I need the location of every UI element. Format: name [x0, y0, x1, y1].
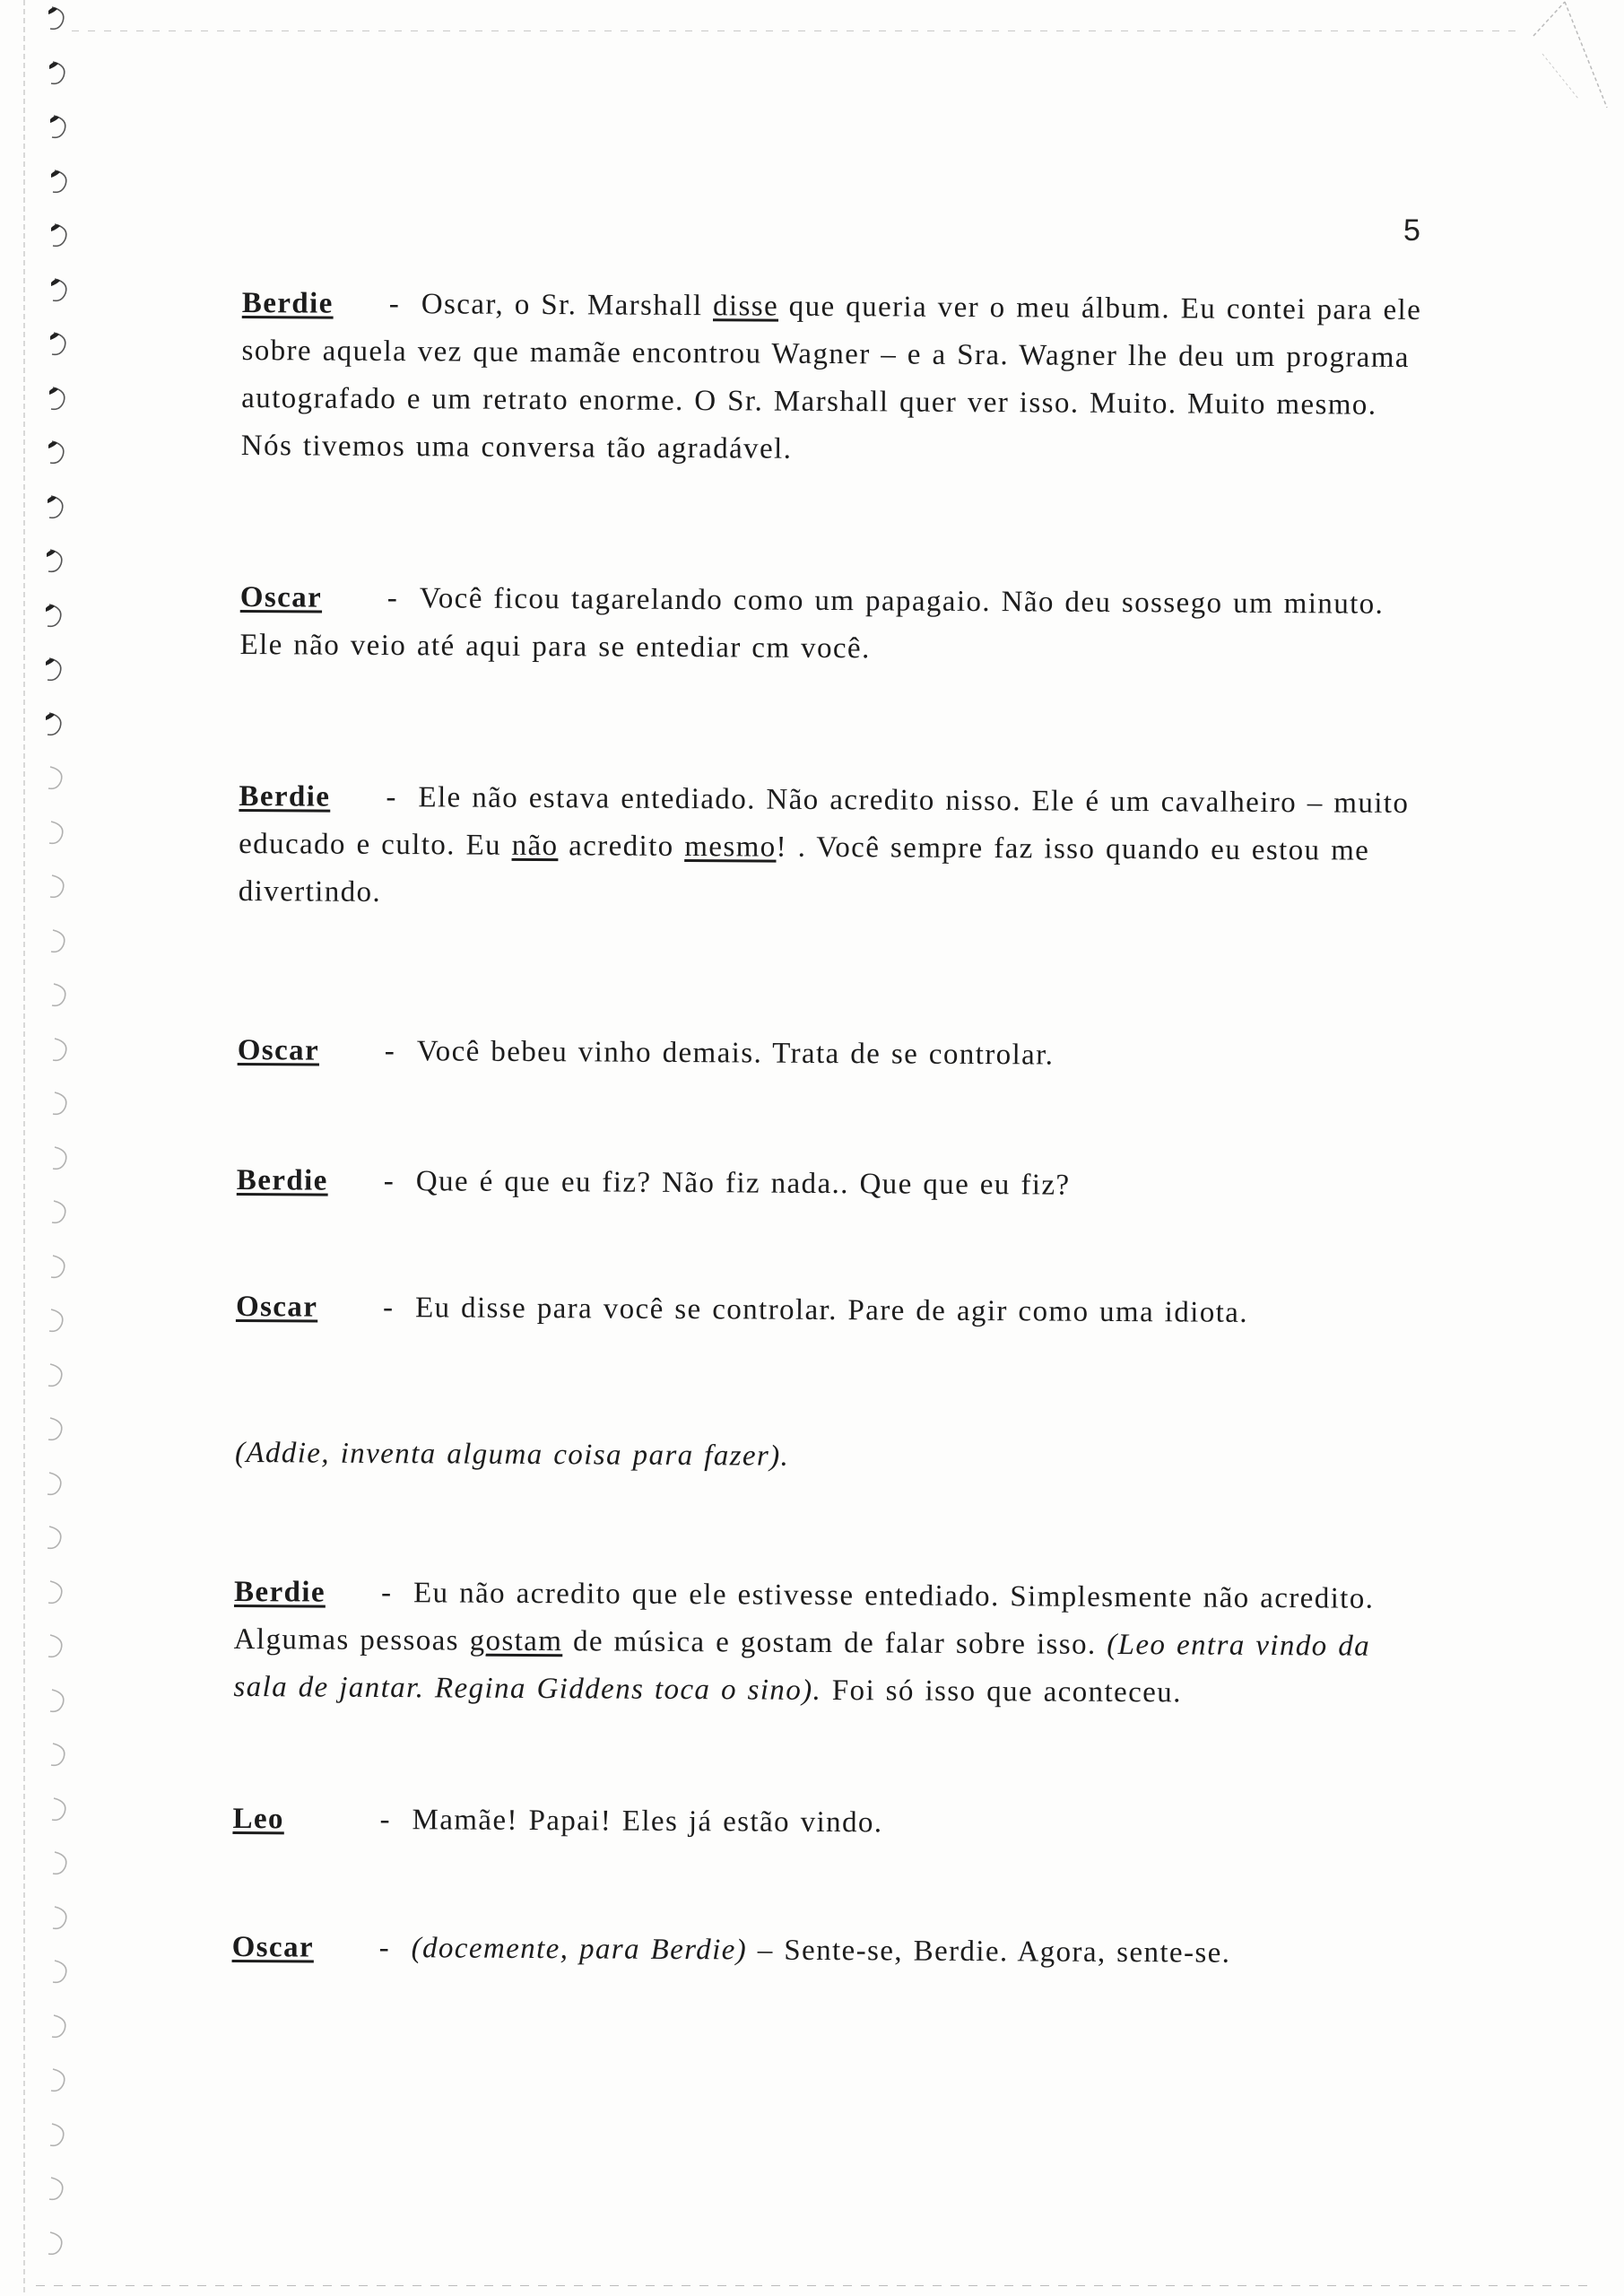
- speaker-name: Oscar: [239, 580, 323, 614]
- speaker-dash: -: [379, 1803, 392, 1837]
- spiral-binding: [18, 0, 72, 2296]
- binding-hole: [44, 1252, 71, 1283]
- speaker-name: Berdie: [239, 779, 331, 813]
- page-number: 5: [1403, 213, 1420, 248]
- script-dialogue: [231, 280, 1434, 1979]
- speaker-dash: -: [384, 1034, 396, 1068]
- dialogue-text: Você ficou tagarelando como um papagaio. Não deu sossego um minuto. Ele não veio até aqui para se entediar cm você.: [239, 582, 1385, 665]
- binding-hole: [44, 58, 71, 89]
- binding-hole: [43, 2120, 70, 2151]
- binding-hole: [40, 1523, 67, 1553]
- dialogue-text: Eu disse para você se controlar. Pare de agir como uma idiota.: [414, 1292, 1249, 1329]
- binding-hole: [46, 1848, 73, 1879]
- binding-hole: [45, 980, 72, 1011]
- scan-bottom-border: [36, 2285, 1596, 2286]
- dialogue-text: de música e gostam de falar sobre isso.: [562, 1625, 1107, 1661]
- binding-hole: [43, 438, 70, 468]
- binding-hole: [42, 818, 69, 848]
- binding-hole: [45, 2012, 72, 2042]
- dialogue-text: acredito: [558, 830, 685, 864]
- dialogue-line: [239, 773, 1432, 923]
- dialogue-text: – Sente-se, Berdie. Agora, sente-se.: [747, 1934, 1231, 1970]
- binding-hole: [41, 763, 68, 794]
- speaker-dash: -: [382, 1291, 395, 1325]
- dialogue-line: [238, 1027, 1430, 1082]
- dialogue-text: Oscar, o Sr. Marshall: [421, 288, 714, 323]
- binding-hole: [46, 1957, 73, 1987]
- binding-hole: [43, 872, 70, 902]
- emphasized-text: disse: [712, 290, 779, 323]
- binding-hole: [45, 329, 72, 360]
- dialogue-text: Eu não acredito que ele estivesse entediado. Simplesmente não acredito. Algumas pessoas: [233, 1577, 1375, 1657]
- dialogue-line: [231, 1924, 1424, 1979]
- binding-hole: [41, 546, 68, 577]
- binding-hole: [45, 112, 72, 143]
- corner-fold-mark: [1524, 0, 1614, 126]
- speaker-name: Oscar: [231, 1930, 315, 1964]
- dialogue-line: [233, 1569, 1427, 1718]
- binding-hole: [41, 1578, 68, 1608]
- speaker-dash: -: [388, 288, 401, 321]
- binding-hole: [41, 1414, 68, 1445]
- speaker-name: Oscar: [237, 1033, 320, 1067]
- dialogue-line: [237, 1157, 1429, 1212]
- binding-hole: [46, 1903, 73, 1934]
- binding-hole: [46, 221, 73, 251]
- dialogue-text: Mamãe! Papai! Eles já estão vindo.: [412, 1804, 883, 1839]
- stage-direction: [235, 1430, 1428, 1484]
- dialogue-text: Ele não estava entediado. Não acredito nisso. Ele é um cavalheiro – muito educado e culto. Eu: [239, 781, 1410, 862]
- binding-hole: [40, 655, 67, 685]
- dialogue-line: [232, 1796, 1425, 1850]
- binding-hole: [44, 384, 71, 414]
- dialogue-text: ! . Você sempre faz isso quando eu estou me divertindo.: [238, 831, 1370, 909]
- speaker-name: Leo: [232, 1802, 284, 1836]
- dialogue-text: Que é que eu fiz? Não fiz nada.. Que que eu fiz?: [415, 1165, 1071, 1202]
- binding-hole: [40, 1469, 67, 1500]
- binding-hole: [44, 2066, 71, 2096]
- speaker-dash: -: [378, 1931, 391, 1965]
- binding-hole: [41, 1361, 68, 1391]
- binding-hole: [43, 4, 70, 34]
- dialogue-text: Você bebeu vinho demais. Trata de se controlar.: [416, 1035, 1055, 1072]
- binding-hole: [46, 1089, 73, 1119]
- speaker-name: Oscar: [235, 1290, 318, 1324]
- speaker-dash: -: [380, 1576, 393, 1610]
- speaker-dash: -: [383, 1164, 395, 1198]
- dialogue-line: [241, 280, 1435, 477]
- speaker-name: Berdie: [233, 1575, 326, 1609]
- speaker-name: Berdie: [241, 286, 334, 320]
- dialogue-line: [239, 574, 1433, 676]
- binding-hole: [46, 167, 73, 197]
- binding-hole: [42, 1306, 69, 1336]
- emphasized-text: gostam: [469, 1624, 563, 1658]
- binding-hole: [46, 1035, 73, 1065]
- binding-hole: [41, 1631, 68, 1662]
- stage-direction-text: (docemente, para Berdie): [411, 1932, 748, 1967]
- speaker-dash: -: [386, 780, 397, 814]
- binding-hole: [44, 926, 71, 957]
- emphasized-text: não: [511, 829, 559, 863]
- speaker-name: Berdie: [236, 1163, 328, 1197]
- emphasized-text: mesmo: [684, 831, 777, 864]
- dialogue-line: [236, 1283, 1429, 1338]
- binding-hole: [43, 1686, 70, 1717]
- binding-hole: [46, 275, 73, 306]
- stage-direction-text: (Leo entra vindo da sala de jantar. Regina Giddens toca o sino).: [233, 1628, 1371, 1707]
- binding-hole: [44, 1740, 71, 1770]
- binding-hole: [40, 601, 67, 631]
- binding-hole: [41, 2229, 68, 2259]
- binding-hole: [45, 1197, 72, 1228]
- dialogue-text: que queria ver o meu álbum. Eu contei para ele sobre aquela vez que mamãe encontrou Wagner – e a Sra. Wagner lhe deu um programa autografado e um retrato enorme. O Sr. Marshall quer ver isso. Muito. Muito mesmo. Nós tivemos uma conversa tão agradável.: [240, 290, 1422, 465]
- stage-direction-text: (Addie, inventa alguma coisa para fazer).: [234, 1436, 790, 1473]
- binding-hole: [45, 1795, 72, 1825]
- binding-hole: [40, 709, 67, 740]
- speaker-dash: -: [386, 581, 399, 615]
- dialogue-text: Foi só isso que aconteceu.: [821, 1674, 1182, 1709]
- binding-hole: [42, 492, 69, 523]
- binding-edge: [23, 0, 25, 2296]
- binding-hole: [46, 1144, 73, 1174]
- binding-hole: [42, 2174, 69, 2205]
- scan-top-border: [72, 30, 1524, 31]
